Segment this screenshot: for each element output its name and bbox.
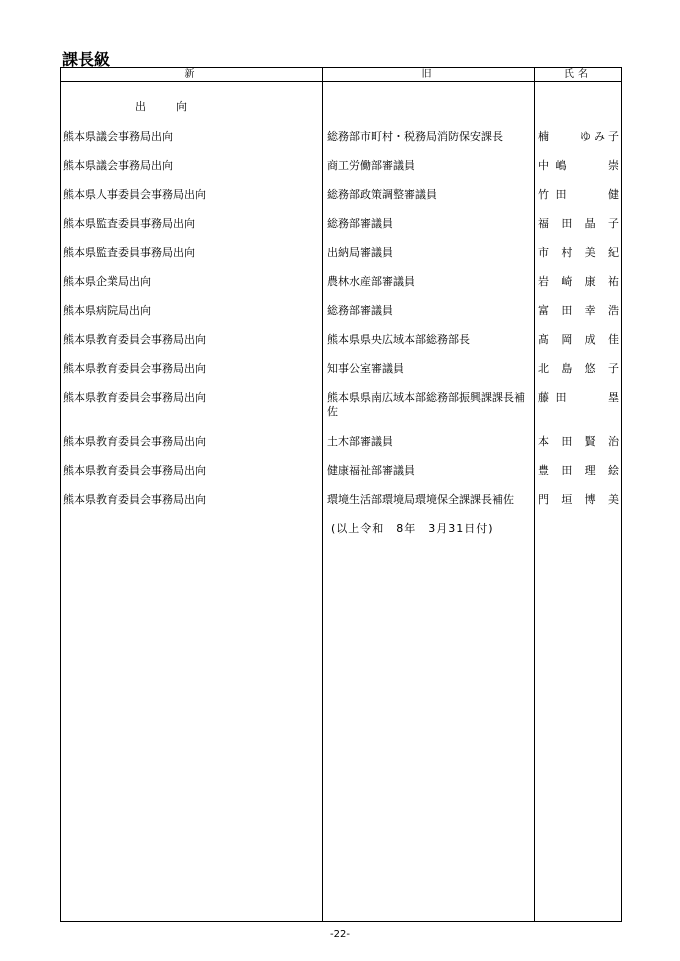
old-position: 商工労働部審議員 [327, 159, 415, 172]
new-position: 熊本県企業局出向 [63, 275, 151, 288]
old-position: 熊本県県央広域本部総務部長 [327, 333, 470, 346]
person-name: 福田晶子 [538, 217, 619, 230]
header-name: 氏名 [564, 69, 592, 80]
person-name: 本田賢治 [538, 435, 619, 448]
table-row [61, 304, 621, 333]
personnel-table [60, 67, 622, 922]
table-row [61, 493, 621, 522]
table-row [61, 362, 621, 391]
new-position: 熊本県議会事務局出向 [63, 159, 173, 172]
table-row [61, 435, 621, 464]
old-position: 総務部審議員 [327, 304, 393, 317]
person-name: 岩崎康祐 [538, 275, 619, 288]
header-old: 旧 [421, 69, 436, 80]
page-number: -22- [330, 929, 350, 940]
effective-date-note: (以上令和 8年 3月31日付) [331, 522, 494, 535]
new-position: 熊本県議会事務局出向 [63, 130, 173, 143]
table-row [61, 333, 621, 362]
person-name: 髙岡成佳 [538, 333, 619, 346]
person-name: 藤田 塁 [538, 391, 619, 404]
person-name: 北島悠子 [538, 362, 619, 375]
old-position: 環境生活部環境局環境保全課課長補佐 [327, 493, 514, 506]
table-row [61, 217, 621, 246]
person-name: 竹田 健 [538, 188, 619, 201]
person-name: 門垣博美 [538, 493, 619, 506]
old-position: 熊本県県南広域本部総務部振興課課長補佐 [327, 391, 525, 418]
old-position: 健康福祉部審議員 [327, 464, 415, 477]
table-row [61, 246, 621, 275]
old-position: 総務部市町村・税務局消防保安課長 [327, 130, 503, 143]
page-title: 課長級 [62, 50, 111, 69]
header-new: 新 [184, 69, 199, 80]
old-position: 総務部審議員 [327, 217, 393, 230]
new-position: 熊本県病院局出向 [63, 304, 151, 317]
new-position: 熊本県人事委員会事務局出向 [63, 188, 206, 201]
table-row [61, 275, 621, 304]
new-position: 熊本県監査委員事務局出向 [63, 246, 195, 259]
new-position: 熊本県監査委員事務局出向 [63, 217, 195, 230]
section-label: 出向 [135, 100, 217, 113]
table-row [61, 464, 621, 493]
new-position: 熊本県教育委員会事務局出向 [63, 493, 206, 506]
table-row [61, 188, 621, 217]
old-position: 出納局審議員 [327, 246, 393, 259]
old-position: 知事公室審議員 [327, 362, 404, 375]
old-position: 農林水産部審議員 [327, 275, 415, 288]
new-position: 熊本県教育委員会事務局出向 [63, 391, 206, 404]
table-row [61, 159, 621, 188]
new-position: 熊本県教育委員会事務局出向 [63, 464, 206, 477]
person-name: 市村美紀 [538, 246, 619, 259]
person-name: 中嶋 崇 [538, 159, 619, 172]
header-divider [61, 81, 621, 82]
new-position: 熊本県教育委員会事務局出向 [63, 362, 206, 375]
person-name: 豊田理絵 [538, 464, 619, 477]
old-position: 総務部政策調整審議員 [327, 188, 437, 201]
table-row [61, 130, 621, 159]
old-position: 土木部審議員 [327, 435, 393, 448]
table-row [61, 391, 621, 435]
new-position: 熊本県教育委員会事務局出向 [63, 333, 206, 346]
person-name: 富田幸浩 [538, 304, 619, 317]
new-position: 熊本県教育委員会事務局出向 [63, 435, 206, 448]
person-name: 楠 ゆみ子 [538, 130, 619, 143]
